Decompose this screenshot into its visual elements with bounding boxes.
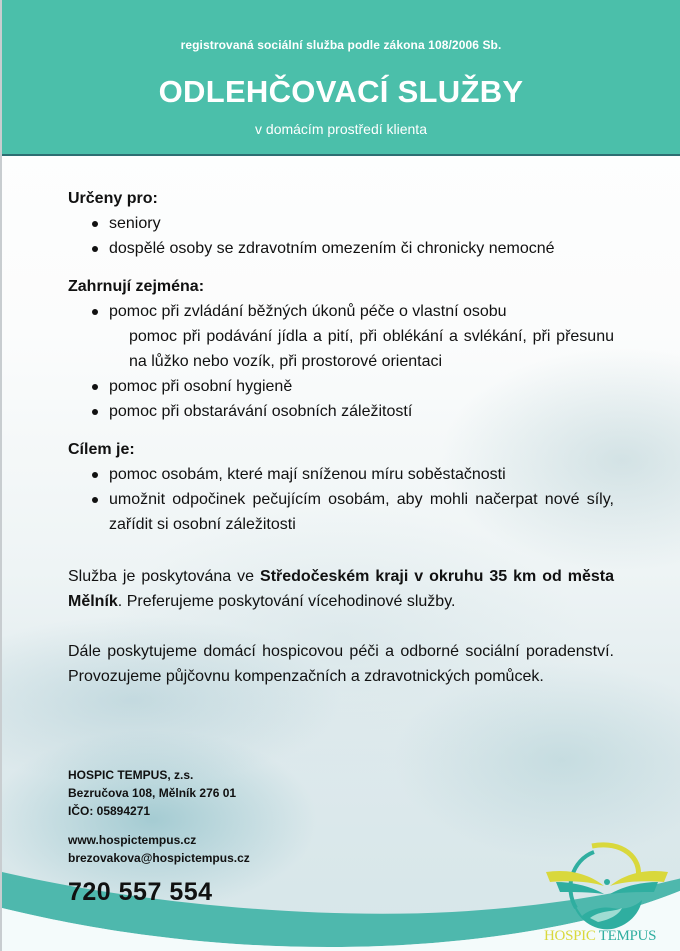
header-banner [2, 0, 680, 156]
list-item-detail: pomoc při podávání jídla a pití, při oblékání a svlékání, při přesunu na lůžko nebo vozík, při prostorové orientaci [129, 328, 614, 370]
service-area-paragraph [68, 564, 614, 614]
service-area-highlight: Středočeském kraji v okruhu 35 km od města Mělník [68, 568, 614, 610]
email-link[interactable]: brezovakova@hospictempus.cz [68, 851, 250, 865]
main-content [68, 186, 614, 689]
website-link[interactable]: www.hospictempus.cz [68, 833, 197, 847]
goal-list [68, 462, 614, 537]
service-area-prefix: Služba je poskytována ve [68, 568, 261, 585]
list-item [68, 299, 614, 324]
list-item: umožnit odpočinek pečujícím osobám, aby mohli načerpat nové síly, zařídit si osobní záležitosti [68, 487, 614, 537]
intended-for-list [68, 211, 614, 261]
organization-name: HOSPIC TEMPUS, z.s. [68, 768, 194, 782]
list-item: pomoc při obstarávání osobních záležitostí [68, 399, 614, 424]
page-title: ODLEHČOVACÍ SLUŽBY [158, 74, 524, 109]
service-area-suffix: . Preferujeme poskytování vícehodinové služby. [117, 593, 456, 610]
includes-list-continued [68, 374, 614, 424]
list-item: dospělé osoby se zdravotním omezením či chronicky nemocné [68, 236, 614, 261]
list-item: seniory [68, 211, 614, 236]
page-subtitle: v domácím prostředí klienta [255, 121, 427, 137]
registration-note: registrovaná sociální služba podle zákona 108/2006 Sb. [180, 38, 502, 52]
logo-wordmark [544, 928, 656, 945]
phone-number: 720 557 554 [68, 878, 213, 906]
contact-block [68, 766, 250, 867]
logo-word-tempus: TEMPUS [598, 928, 657, 944]
section-heading-intended-for: Určeny pro: [68, 190, 158, 207]
list-item-text: pomoc při zvládání běžných úkonů péče o vlastní osobu [109, 303, 507, 320]
address: Bezručova 108, Mělník 276 01 [68, 786, 237, 800]
includes-list [68, 299, 614, 324]
logo-word-hospic: HOSPIC [544, 928, 596, 944]
section-heading-includes: Zahrnují zejména: [68, 278, 205, 295]
company-id: IČO: 05894271 [68, 804, 151, 818]
additional-services-paragraph: Dále poskytujeme domácí hospicovou péči a odborné sociální poradenství. Provozujeme půjčovnu kompenzačních a zdravotnických pomůcek. [68, 643, 614, 685]
list-item: pomoc při osobní hygieně [68, 374, 614, 399]
list-item: pomoc osobám, které mají sníženou míru soběstačnosti [68, 462, 614, 487]
section-heading-goal: Cílem je: [68, 441, 135, 458]
